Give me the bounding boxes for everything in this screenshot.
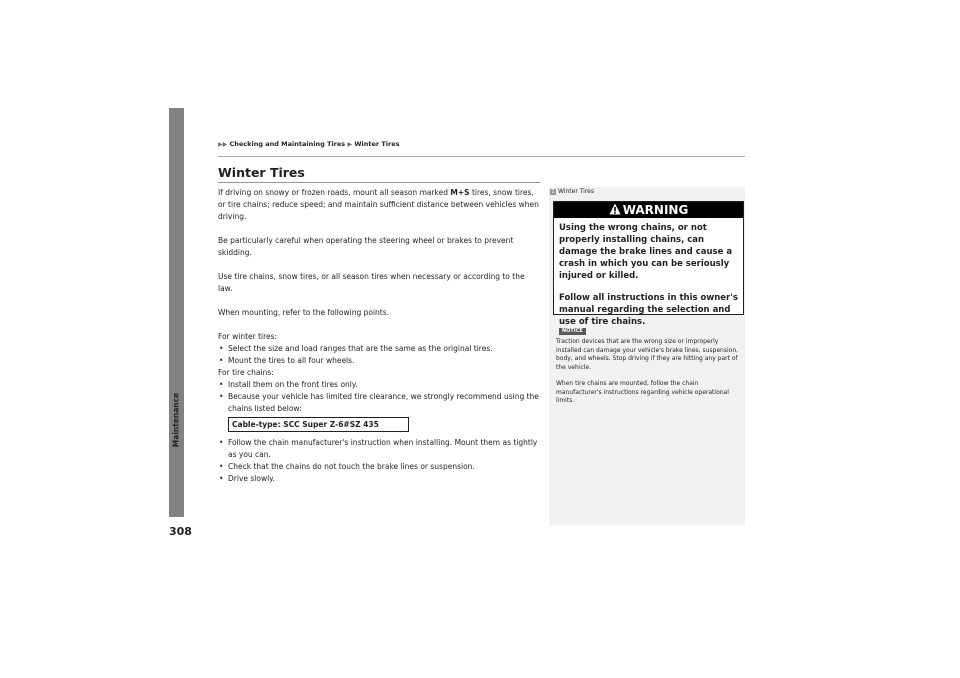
winter-tires-list bbox=[218, 343, 540, 367]
warning-label: WARNING bbox=[622, 203, 689, 217]
list-item: • Mount the tires to all four wheels. bbox=[218, 355, 540, 367]
breadcrumb-current: Winter Tires bbox=[354, 140, 400, 148]
intro-bold-mark: M+S bbox=[450, 188, 470, 197]
title-divider bbox=[218, 182, 540, 183]
intro-text-end: tires, snow tires, or tire chains; reduce speed; and maintain sufficient distance between vehicles when driving. bbox=[218, 188, 539, 221]
list-item: • Select the size and load ranges that are the same as the original tires. bbox=[218, 343, 540, 355]
list-item: • Drive slowly. bbox=[218, 473, 540, 485]
warning-body bbox=[554, 218, 743, 328]
section-tab-label: Maintenance bbox=[171, 392, 181, 448]
sidebar-header bbox=[550, 188, 594, 195]
list-item: • Follow the chain manufacturer's instruction when installing. Mount them as tightly as you can. bbox=[218, 437, 540, 461]
mounting-paragraph: When mounting, refer to the following points. bbox=[218, 308, 390, 317]
list-item: • Because your vehicle has limited tire clearance, we strongly recommend using the chains listed below: bbox=[218, 391, 540, 415]
list-item: • Check that the chains do not touch the brake lines or suspension. bbox=[218, 461, 540, 473]
breadcrumb-parent[interactable]: Checking and Maintaining Tires bbox=[229, 140, 346, 148]
section-tab bbox=[169, 108, 184, 517]
notice-text: Traction devices that are the wrong size or improperly installed can damage your vehicle's brake lines, suspension, body, and wheels. Stop driving if they are hitting any part of the vehicle. bbox=[556, 338, 739, 371]
notice-badge: NOTICE bbox=[559, 328, 586, 335]
intro-paragraph bbox=[218, 187, 540, 223]
page-number: 308 bbox=[169, 525, 192, 538]
main-body bbox=[218, 187, 540, 485]
tire-chains-list-cont bbox=[218, 437, 540, 485]
tire-chains-list bbox=[218, 379, 540, 415]
sidebar-header-text: Winter Tires bbox=[558, 188, 594, 195]
breadcrumb-arrow-icon: ▶ bbox=[347, 141, 353, 148]
reference-mark-icon: 1 bbox=[551, 189, 555, 195]
list-item: • Install them on the front tires only. bbox=[218, 379, 540, 391]
usage-paragraph: Use tire chains, snow tires, or all season tires when necessary or according to the law. bbox=[218, 272, 525, 293]
notice-body bbox=[556, 338, 742, 414]
header-divider bbox=[218, 156, 745, 157]
warning-text: Follow all instructions in this owner's manual regarding the selection and use of tire chains. bbox=[559, 293, 738, 327]
page-title: Winter Tires bbox=[218, 165, 305, 180]
warning-triangle-icon bbox=[609, 203, 621, 215]
warning-text: Using the wrong chains, or not properly installing chains, can damage the brake lines and cause a crash in which you can be seriously injured or killed. bbox=[559, 223, 733, 281]
warning-banner bbox=[554, 202, 743, 218]
chain-spec-box: Cable-type: SCC Super Z-6#SZ 435 bbox=[228, 417, 409, 432]
breadcrumb-arrow-icon: ▶▶ bbox=[218, 141, 228, 148]
tire-chains-heading: For tire chains: bbox=[218, 368, 274, 377]
intro-text-start: If driving on snowy or frozen roads, mount all season marked bbox=[218, 188, 451, 197]
caution-paragraph: Be particularly careful when operating the steering wheel or brakes to prevent skidding. bbox=[218, 236, 514, 257]
breadcrumb bbox=[218, 140, 399, 148]
winter-tires-heading: For winter tires: bbox=[218, 332, 278, 341]
notice-text: When tire chains are mounted, follow the chain manufacturer's instructions regarding vehicle operational limits. bbox=[556, 380, 729, 404]
warning-box bbox=[553, 201, 744, 327]
